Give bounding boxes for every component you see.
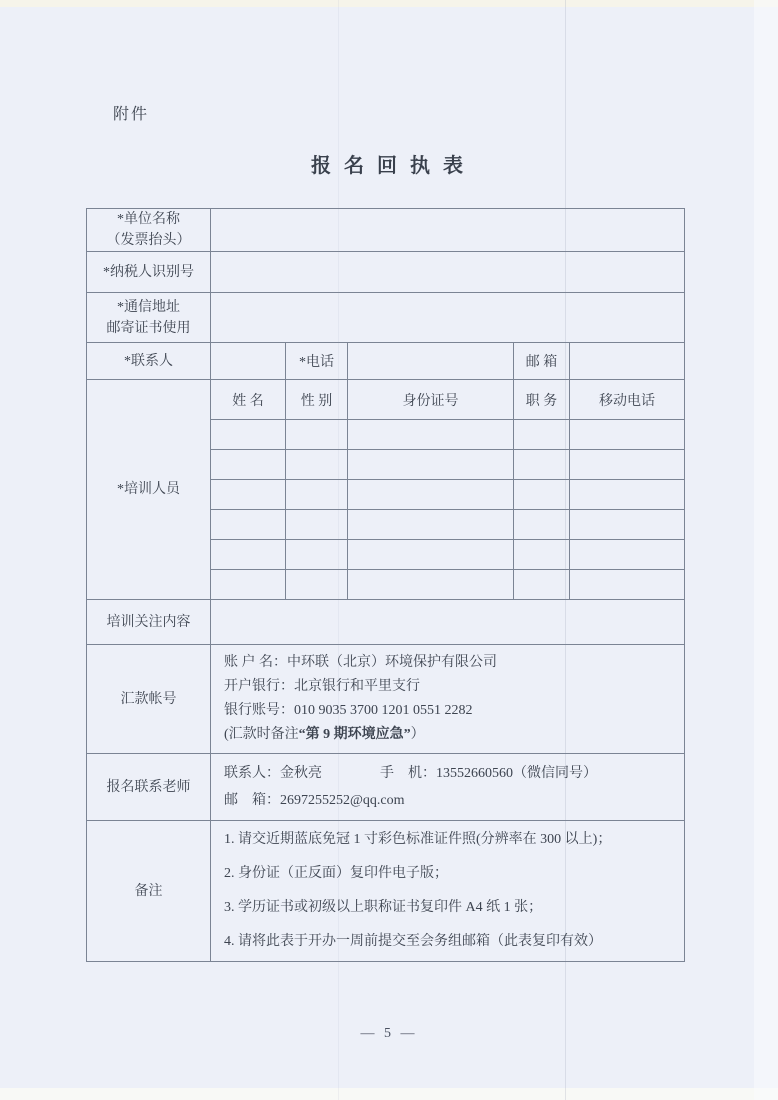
trainee-cell [286, 570, 348, 600]
trainee-cell [514, 510, 570, 540]
training-focus-label: 培训关注内容 [87, 600, 211, 645]
trainee-cell [570, 420, 685, 450]
training-focus-value-cell [211, 600, 685, 645]
trainee-cell [286, 540, 348, 570]
trainee-cell [348, 510, 514, 540]
attachment-label: 附件 [113, 106, 150, 123]
trainee-cell [211, 450, 286, 480]
col-header-position: 职 务 [514, 380, 570, 420]
email-label: 邮 箱 [514, 343, 570, 380]
mail-address-label [87, 293, 211, 343]
registration-contact-details [211, 754, 684, 820]
registration-form-table [86, 208, 685, 962]
registration-contact-cell [211, 754, 685, 821]
contact-teacher-email: 邮 箱：2697255252@qq.com [224, 793, 405, 808]
row-remittance [87, 645, 685, 754]
phone-value-cell [348, 343, 514, 380]
phone-label: *电话 [286, 343, 348, 380]
remittance-account-number: 银行账号：010 9035 3700 1201 0551 2282 [224, 703, 473, 718]
row-remarks [87, 821, 685, 962]
unit-name-label [87, 209, 211, 252]
trainee-cell [286, 510, 348, 540]
trainee-cell [570, 510, 685, 540]
trainee-cell [570, 480, 685, 510]
contact-person-label: *联系人 [87, 343, 211, 380]
remark-item-3: 3. 学历证书或初级以上职称证书复印件 A4 纸 1 张； [224, 900, 543, 915]
remittance-details [211, 645, 684, 753]
remark-item-4: 4. 请将此表于开办一周前提交至会务组邮箱（此表复印有效） [224, 934, 602, 949]
row-unit-name [87, 209, 685, 252]
mail-address-label-line1: *通信地址 [117, 299, 180, 315]
trainee-cell [514, 480, 570, 510]
row-contact [87, 343, 685, 380]
remark-item-1: 1. 请交近期蓝底免冠 1 寸彩色标准证件照(分辨率在 300 以上)； [224, 832, 612, 847]
trainee-cell [348, 480, 514, 510]
remittance-account-name: 账 户 名：中环联（北京）环境保护有限公司 [224, 655, 497, 670]
unit-name-label-line2: （发票抬头） [106, 233, 191, 248]
mail-address-value-cell [211, 293, 685, 343]
row-training-focus [87, 600, 685, 645]
trainee-cell [211, 540, 286, 570]
col-header-mobile: 移动电话 [570, 380, 685, 420]
page-number: — 5 — [360, 1026, 418, 1041]
remittance-note-bold: “第 9 期环境应急” [298, 727, 411, 742]
trainee-cell [348, 570, 514, 600]
trainee-cell [286, 450, 348, 480]
trainee-cell [286, 420, 348, 450]
row-mail-address [87, 293, 685, 343]
remarks-label: 备注 [87, 821, 211, 962]
trainee-cell [514, 570, 570, 600]
col-header-name: 姓 名 [211, 380, 286, 420]
taxpayer-id-value-cell [211, 252, 685, 293]
page-title: 报 名 回 执 表 [311, 155, 467, 177]
remarks-cell [211, 821, 685, 962]
trainee-cell [570, 540, 685, 570]
contact-teacher-name: 联系人：金秋亮 [224, 766, 322, 781]
remittance-label: 汇款帐号 [87, 645, 211, 754]
trainee-cell [570, 570, 685, 600]
contact-person-value-cell [211, 343, 286, 380]
remarks-list [211, 821, 684, 961]
trainee-cell [348, 450, 514, 480]
row-trainees-header [87, 380, 685, 420]
remark-item-2: 2. 身份证（正反面）复印件电子版； [224, 866, 448, 881]
trainee-cell [286, 480, 348, 510]
email-value-cell [570, 343, 685, 380]
trainee-cell [211, 570, 286, 600]
col-header-gender: 性 别 [286, 380, 348, 420]
trainee-cell [211, 420, 286, 450]
row-taxpayer-id [87, 252, 685, 293]
trainee-cell [348, 540, 514, 570]
col-header-id-number: 身份证号 [348, 380, 514, 420]
unit-name-label-line1: *单位名称 [117, 212, 180, 227]
trainee-cell [514, 450, 570, 480]
mail-address-label-line2: 邮寄证书使用 [106, 320, 191, 336]
scan-edge-top [0, 0, 778, 7]
trainee-cell [211, 510, 286, 540]
trainee-cell [514, 540, 570, 570]
registration-contact-label: 报名联系老师 [87, 754, 211, 821]
contact-teacher-mobile: 手 机：13552660560（微信同号） [380, 766, 597, 781]
trainee-cell [570, 450, 685, 480]
trainee-cell [211, 480, 286, 510]
remittance-bank: 开户银行：北京银行和平里支行 [224, 679, 420, 694]
taxpayer-id-label: *纳税人识别号 [87, 252, 211, 293]
scan-edge-bottom [0, 1088, 778, 1100]
remittance-note: (汇款时备注“第 9 期环境应急”） [224, 727, 425, 742]
remittance-details-cell [211, 645, 685, 754]
trainees-label: *培训人员 [87, 380, 211, 600]
trainee-cell [514, 420, 570, 450]
trainee-cell [348, 420, 514, 450]
row-registration-contact [87, 754, 685, 821]
registration-contact-line1 [224, 760, 674, 787]
unit-name-value-cell [211, 209, 685, 252]
